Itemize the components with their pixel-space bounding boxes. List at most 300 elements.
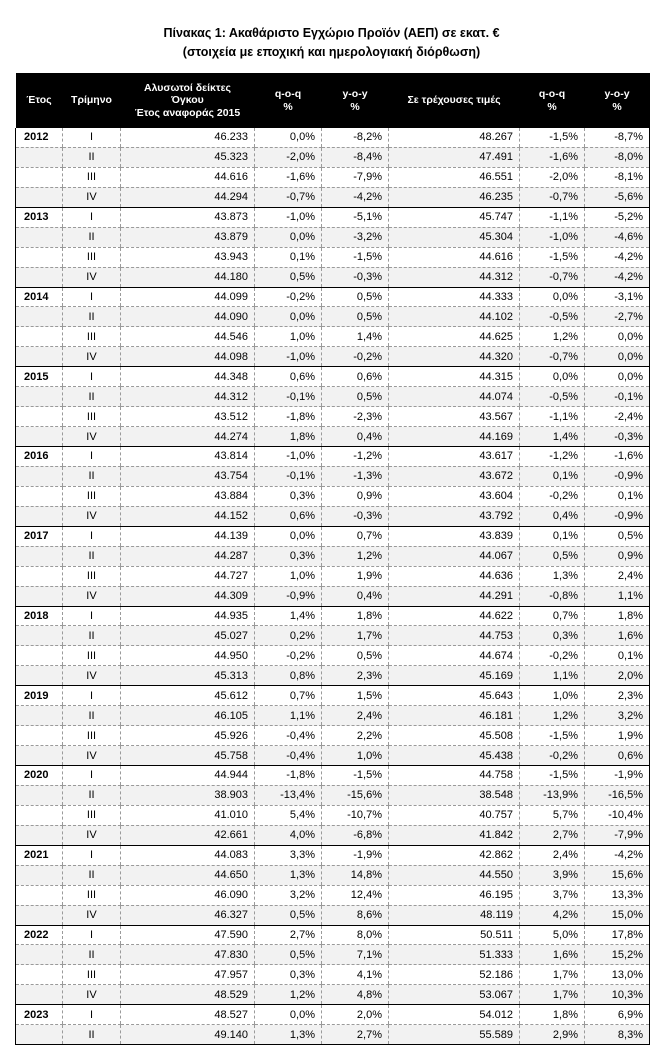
quarter-cell: IV	[63, 347, 121, 367]
qoq-current-cell: 5,7%	[520, 805, 585, 825]
qoq-volume-cell: 4,0%	[255, 825, 322, 845]
year-cell: 2014	[16, 287, 63, 307]
table-row	[16, 766, 650, 786]
year-cell	[16, 885, 63, 905]
table-row	[16, 128, 650, 147]
table-row	[16, 945, 650, 965]
yoy-current-cell: 0,1%	[585, 486, 650, 506]
qoq-current-cell: -13,9%	[520, 785, 585, 805]
current-prices-cell: 46.195	[389, 885, 520, 905]
quarter-cell: IV	[63, 506, 121, 526]
yoy-volume-cell: -6,8%	[322, 825, 389, 845]
table-row	[16, 626, 650, 646]
table-row	[16, 427, 650, 447]
chain-volume-cell: 45.758	[121, 746, 255, 766]
quarter-cell: III	[63, 965, 121, 985]
qoq-current-cell: -1,5%	[520, 247, 585, 267]
current-prices-cell: 45.643	[389, 686, 520, 706]
quarter-cell: IV	[63, 746, 121, 766]
current-prices-cell: 43.792	[389, 506, 520, 526]
qoq-volume-cell: 1,1%	[255, 706, 322, 726]
table-row	[16, 167, 650, 187]
current-prices-cell: 44.616	[389, 247, 520, 267]
quarter-cell: I	[63, 128, 121, 147]
table-row	[16, 506, 650, 526]
yoy-volume-cell: -1,5%	[322, 766, 389, 786]
qoq-volume-cell: -1,0%	[255, 347, 322, 367]
qoq-volume-cell: 0,0%	[255, 526, 322, 546]
quarter-cell: II	[63, 307, 121, 327]
quarter-cell: IV	[63, 187, 121, 207]
qoq-volume-cell: -1,8%	[255, 766, 322, 786]
yoy-volume-cell: -0,3%	[322, 506, 389, 526]
table-row	[16, 785, 650, 805]
yoy-current-cell: 2,3%	[585, 686, 650, 706]
qoq-volume-cell: 0,0%	[255, 227, 322, 247]
qoq-volume-cell: 0,6%	[255, 506, 322, 526]
qoq-volume-cell: 1,0%	[255, 566, 322, 586]
col-header-year: Έτος	[16, 73, 63, 128]
yoy-current-cell: 8,3%	[585, 1025, 650, 1045]
qoq-current-cell: 1,3%	[520, 566, 585, 586]
table-row	[16, 666, 650, 686]
chain-volume-cell: 44.152	[121, 506, 255, 526]
chain-volume-cell: 44.083	[121, 845, 255, 865]
current-prices-cell: 44.758	[389, 766, 520, 786]
table-row	[16, 586, 650, 606]
yoy-volume-cell: 2,3%	[322, 666, 389, 686]
quarter-cell: I	[63, 207, 121, 227]
qoq-volume-cell: 1,3%	[255, 1025, 322, 1045]
col-header-qoq-volume: q-o-q %	[255, 73, 322, 128]
table-row	[16, 646, 650, 666]
year-cell	[16, 307, 63, 327]
quarter-cell: II	[63, 945, 121, 965]
qoq-current-cell: 5,0%	[520, 925, 585, 945]
yoy-current-cell: -4,2%	[585, 267, 650, 287]
yoy-volume-cell: -8,2%	[322, 128, 389, 147]
qoq-volume-cell: 0,3%	[255, 546, 322, 566]
chain-volume-cell: 44.312	[121, 387, 255, 407]
year-cell: 2022	[16, 925, 63, 945]
chain-volume-cell: 44.287	[121, 546, 255, 566]
year-cell: 2018	[16, 606, 63, 626]
current-prices-cell: 47.491	[389, 147, 520, 167]
table-row	[16, 466, 650, 486]
yoy-volume-cell: 0,9%	[322, 486, 389, 506]
year-cell	[16, 247, 63, 267]
table-row	[16, 1025, 650, 1045]
yoy-current-cell: -1,6%	[585, 447, 650, 467]
table-row	[16, 227, 650, 247]
current-prices-cell: 46.181	[389, 706, 520, 726]
current-prices-cell: 45.438	[389, 746, 520, 766]
qoq-volume-cell: 0,6%	[255, 367, 322, 387]
chain-volume-cell: 44.348	[121, 367, 255, 387]
yoy-current-cell: 1,1%	[585, 586, 650, 606]
yoy-volume-cell: 2,0%	[322, 1005, 389, 1025]
qoq-volume-cell: -0,1%	[255, 466, 322, 486]
yoy-volume-cell: 2,2%	[322, 726, 389, 746]
table-row	[16, 147, 650, 167]
year-cell	[16, 327, 63, 347]
qoq-volume-cell: 0,3%	[255, 965, 322, 985]
year-cell	[16, 746, 63, 766]
chain-volume-cell: 44.139	[121, 526, 255, 546]
current-prices-cell: 44.674	[389, 646, 520, 666]
yoy-current-cell: -7,9%	[585, 825, 650, 845]
qoq-current-cell: 1,1%	[520, 666, 585, 686]
year-cell	[16, 147, 63, 167]
chain-volume-cell: 44.098	[121, 347, 255, 367]
current-prices-cell: 52.186	[389, 965, 520, 985]
chain-volume-cell: 44.274	[121, 427, 255, 447]
yoy-volume-cell: 1,5%	[322, 686, 389, 706]
chain-volume-cell: 43.814	[121, 447, 255, 467]
quarter-cell: IV	[63, 905, 121, 925]
quarter-cell: I	[63, 606, 121, 626]
qoq-current-cell: -0,7%	[520, 347, 585, 367]
quarter-cell: I	[63, 526, 121, 546]
qoq-volume-cell: 1,8%	[255, 427, 322, 447]
table-row	[16, 327, 650, 347]
year-cell: 2023	[16, 1005, 63, 1025]
qoq-current-cell: 2,4%	[520, 845, 585, 865]
qoq-volume-cell: -2,0%	[255, 147, 322, 167]
table-row	[16, 1005, 650, 1025]
yoy-current-cell: 0,6%	[585, 746, 650, 766]
chain-volume-cell: 38.903	[121, 785, 255, 805]
table-row	[16, 606, 650, 626]
year-cell	[16, 347, 63, 367]
col-header-yoy-current: y-o-y %	[585, 73, 650, 128]
current-prices-cell: 38.548	[389, 785, 520, 805]
yoy-volume-cell: 1,9%	[322, 566, 389, 586]
chain-volume-cell: 43.754	[121, 466, 255, 486]
yoy-volume-cell: -5,1%	[322, 207, 389, 227]
yoy-current-cell: 0,1%	[585, 646, 650, 666]
qoq-volume-cell: 1,2%	[255, 985, 322, 1005]
table-row	[16, 726, 650, 746]
yoy-volume-cell: -2,3%	[322, 407, 389, 427]
qoq-volume-cell: -1,0%	[255, 207, 322, 227]
current-prices-cell: 45.508	[389, 726, 520, 746]
yoy-current-cell: -0,9%	[585, 506, 650, 526]
qoq-volume-cell: -1,8%	[255, 407, 322, 427]
table-row	[16, 486, 650, 506]
qoq-volume-cell: -0,7%	[255, 187, 322, 207]
current-prices-cell: 44.622	[389, 606, 520, 626]
chain-volume-cell: 41.010	[121, 805, 255, 825]
current-prices-cell: 44.074	[389, 387, 520, 407]
yoy-current-cell: 0,9%	[585, 546, 650, 566]
year-cell	[16, 965, 63, 985]
year-cell	[16, 865, 63, 885]
chain-volume-cell: 48.527	[121, 1005, 255, 1025]
qoq-volume-cell: 5,4%	[255, 805, 322, 825]
table-body	[16, 128, 650, 1045]
year-cell	[16, 466, 63, 486]
yoy-volume-cell: 0,5%	[322, 307, 389, 327]
year-cell	[16, 427, 63, 447]
current-prices-cell: 45.747	[389, 207, 520, 227]
yoy-volume-cell: 12,4%	[322, 885, 389, 905]
current-prices-cell: 44.753	[389, 626, 520, 646]
qoq-current-cell: -0,2%	[520, 646, 585, 666]
year-cell	[16, 227, 63, 247]
chain-volume-cell: 46.105	[121, 706, 255, 726]
yoy-volume-cell: 1,8%	[322, 606, 389, 626]
quarter-cell: II	[63, 147, 121, 167]
qoq-current-cell: -0,7%	[520, 187, 585, 207]
qoq-volume-cell: 0,3%	[255, 486, 322, 506]
yoy-current-cell: -8,0%	[585, 147, 650, 167]
qoq-current-cell: -1,2%	[520, 447, 585, 467]
qoq-volume-cell: 0,0%	[255, 128, 322, 147]
chain-volume-cell: 43.943	[121, 247, 255, 267]
qoq-current-cell: 1,6%	[520, 945, 585, 965]
qoq-current-cell: 3,7%	[520, 885, 585, 905]
quarter-cell: II	[63, 466, 121, 486]
yoy-current-cell: -0,1%	[585, 387, 650, 407]
current-prices-cell: 48.119	[389, 905, 520, 925]
current-prices-cell: 44.315	[389, 367, 520, 387]
year-cell	[16, 387, 63, 407]
col-header-qoq-current: q-o-q %	[520, 73, 585, 128]
quarter-cell: I	[63, 925, 121, 945]
current-prices-cell: 43.604	[389, 486, 520, 506]
quarter-cell: III	[63, 167, 121, 187]
qoq-current-cell: -2,0%	[520, 167, 585, 187]
qoq-volume-cell: 0,2%	[255, 626, 322, 646]
yoy-current-cell: 0,5%	[585, 526, 650, 546]
quarter-cell: II	[63, 227, 121, 247]
current-prices-cell: 44.067	[389, 546, 520, 566]
year-cell	[16, 486, 63, 506]
chain-volume-cell: 47.590	[121, 925, 255, 945]
yoy-current-cell: 0,0%	[585, 327, 650, 347]
qoq-volume-cell: -1,0%	[255, 447, 322, 467]
qoq-current-cell: 2,9%	[520, 1025, 585, 1045]
chain-volume-cell: 43.512	[121, 407, 255, 427]
yoy-current-cell: 15,2%	[585, 945, 650, 965]
table-row	[16, 825, 650, 845]
col-header-yoy-volume: y-o-y %	[322, 73, 389, 128]
table-row	[16, 925, 650, 945]
qoq-current-cell: 4,2%	[520, 905, 585, 925]
current-prices-cell: 55.589	[389, 1025, 520, 1045]
gdp-table	[15, 73, 650, 1045]
current-prices-cell: 40.757	[389, 805, 520, 825]
current-prices-cell: 46.235	[389, 187, 520, 207]
qoq-current-cell: 3,9%	[520, 865, 585, 885]
chain-volume-cell: 44.935	[121, 606, 255, 626]
chain-volume-cell: 43.873	[121, 207, 255, 227]
qoq-current-cell: -0,5%	[520, 387, 585, 407]
chain-volume-cell: 46.090	[121, 885, 255, 905]
quarter-cell: I	[63, 766, 121, 786]
qoq-current-cell: -0,5%	[520, 307, 585, 327]
qoq-current-cell: 0,5%	[520, 546, 585, 566]
qoq-current-cell: 1,7%	[520, 965, 585, 985]
current-prices-cell: 43.672	[389, 466, 520, 486]
quarter-cell: I	[63, 1005, 121, 1025]
chain-volume-cell: 47.957	[121, 965, 255, 985]
yoy-volume-cell: 4,8%	[322, 985, 389, 1005]
current-prices-cell: 44.625	[389, 327, 520, 347]
yoy-volume-cell: 0,5%	[322, 287, 389, 307]
qoq-current-cell: 0,4%	[520, 506, 585, 526]
yoy-current-cell: 6,9%	[585, 1005, 650, 1025]
table-row	[16, 267, 650, 287]
quarter-cell: I	[63, 845, 121, 865]
current-prices-cell: 41.842	[389, 825, 520, 845]
yoy-current-cell: -0,9%	[585, 466, 650, 486]
year-cell: 2019	[16, 686, 63, 706]
year-cell: 2012	[16, 128, 63, 147]
qoq-current-cell: 2,7%	[520, 825, 585, 845]
chain-volume-cell: 48.529	[121, 985, 255, 1005]
quarter-cell: I	[63, 287, 121, 307]
yoy-current-cell: 0,0%	[585, 367, 650, 387]
current-prices-cell: 46.551	[389, 167, 520, 187]
chain-volume-cell: 46.327	[121, 905, 255, 925]
yoy-volume-cell: 0,6%	[322, 367, 389, 387]
yoy-current-cell: -5,2%	[585, 207, 650, 227]
qoq-current-cell: 1,2%	[520, 706, 585, 726]
chain-volume-cell: 45.612	[121, 686, 255, 706]
qoq-volume-cell: 1,3%	[255, 865, 322, 885]
qoq-current-cell: 0,1%	[520, 466, 585, 486]
table-row	[16, 746, 650, 766]
year-cell: 2020	[16, 766, 63, 786]
yoy-current-cell: 3,2%	[585, 706, 650, 726]
quarter-cell: IV	[63, 825, 121, 845]
col-header-current-prices: Σε τρέχουσες τιμές	[389, 73, 520, 128]
chain-volume-cell: 44.950	[121, 646, 255, 666]
yoy-current-cell: 13,3%	[585, 885, 650, 905]
year-cell	[16, 1025, 63, 1045]
chain-volume-cell: 44.546	[121, 327, 255, 347]
yoy-volume-cell: -1,3%	[322, 466, 389, 486]
year-cell	[16, 945, 63, 965]
current-prices-cell: 44.291	[389, 586, 520, 606]
qoq-volume-cell: 0,5%	[255, 945, 322, 965]
qoq-current-cell: 0,7%	[520, 606, 585, 626]
qoq-current-cell: 1,0%	[520, 686, 585, 706]
quarter-cell: IV	[63, 586, 121, 606]
yoy-volume-cell: 1,4%	[322, 327, 389, 347]
yoy-volume-cell: 2,4%	[322, 706, 389, 726]
quarter-cell: III	[63, 566, 121, 586]
quarter-cell: I	[63, 447, 121, 467]
table-row	[16, 347, 650, 367]
qoq-volume-cell: 3,2%	[255, 885, 322, 905]
yoy-current-cell: -10,4%	[585, 805, 650, 825]
quarter-cell: IV	[63, 666, 121, 686]
current-prices-cell: 44.636	[389, 566, 520, 586]
current-prices-cell: 45.304	[389, 227, 520, 247]
table-row	[16, 805, 650, 825]
year-cell	[16, 985, 63, 1005]
yoy-current-cell: 0,0%	[585, 347, 650, 367]
yoy-current-cell: -4,6%	[585, 227, 650, 247]
current-prices-cell: 43.617	[389, 447, 520, 467]
chain-volume-cell: 45.313	[121, 666, 255, 686]
table-row	[16, 965, 650, 985]
yoy-volume-cell: 0,5%	[322, 387, 389, 407]
yoy-volume-cell: 1,2%	[322, 546, 389, 566]
current-prices-cell: 44.333	[389, 287, 520, 307]
table-row	[16, 566, 650, 586]
chain-volume-cell: 44.090	[121, 307, 255, 327]
qoq-current-cell: -1,1%	[520, 207, 585, 227]
yoy-current-cell: 2,0%	[585, 666, 650, 686]
current-prices-cell: 45.169	[389, 666, 520, 686]
quarter-cell: II	[63, 387, 121, 407]
qoq-volume-cell: 0,8%	[255, 666, 322, 686]
yoy-current-cell: -16,5%	[585, 785, 650, 805]
quarter-cell: I	[63, 367, 121, 387]
yoy-volume-cell: 2,7%	[322, 1025, 389, 1045]
quarter-cell: IV	[63, 985, 121, 1005]
year-cell: 2017	[16, 526, 63, 546]
table-row	[16, 247, 650, 267]
current-prices-cell: 44.550	[389, 865, 520, 885]
year-cell: 2021	[16, 845, 63, 865]
yoy-volume-cell: -1,2%	[322, 447, 389, 467]
yoy-volume-cell: 1,0%	[322, 746, 389, 766]
year-cell	[16, 785, 63, 805]
table-row	[16, 307, 650, 327]
quarter-cell: III	[63, 885, 121, 905]
quarter-cell: II	[63, 1025, 121, 1045]
qoq-volume-cell: -13,4%	[255, 785, 322, 805]
header-row	[16, 73, 650, 128]
yoy-volume-cell: -0,2%	[322, 347, 389, 367]
chain-volume-cell: 44.616	[121, 167, 255, 187]
table-row	[16, 407, 650, 427]
yoy-current-cell: 10,3%	[585, 985, 650, 1005]
chain-volume-cell: 45.323	[121, 147, 255, 167]
yoy-volume-cell: -4,2%	[322, 187, 389, 207]
qoq-volume-cell: 0,7%	[255, 686, 322, 706]
chain-volume-cell: 44.650	[121, 865, 255, 885]
quarter-cell: III	[63, 805, 121, 825]
quarter-cell: II	[63, 546, 121, 566]
quarter-cell: III	[63, 247, 121, 267]
qoq-volume-cell: 0,5%	[255, 905, 322, 925]
qoq-current-cell: 0,0%	[520, 287, 585, 307]
chain-volume-cell: 44.309	[121, 586, 255, 606]
yoy-volume-cell: 0,5%	[322, 646, 389, 666]
qoq-current-cell: -0,2%	[520, 746, 585, 766]
qoq-current-cell: 0,1%	[520, 526, 585, 546]
year-cell	[16, 506, 63, 526]
yoy-current-cell: -8,1%	[585, 167, 650, 187]
qoq-current-cell: -1,5%	[520, 128, 585, 147]
yoy-current-cell: -2,7%	[585, 307, 650, 327]
year-cell	[16, 706, 63, 726]
year-cell	[16, 905, 63, 925]
yoy-volume-cell: -8,4%	[322, 147, 389, 167]
year-cell	[16, 805, 63, 825]
chain-volume-cell: 49.140	[121, 1025, 255, 1045]
chain-volume-cell: 45.926	[121, 726, 255, 746]
qoq-volume-cell: -0,2%	[255, 287, 322, 307]
col-header-quarter: Τρίμηνο	[63, 73, 121, 128]
current-prices-cell: 44.320	[389, 347, 520, 367]
